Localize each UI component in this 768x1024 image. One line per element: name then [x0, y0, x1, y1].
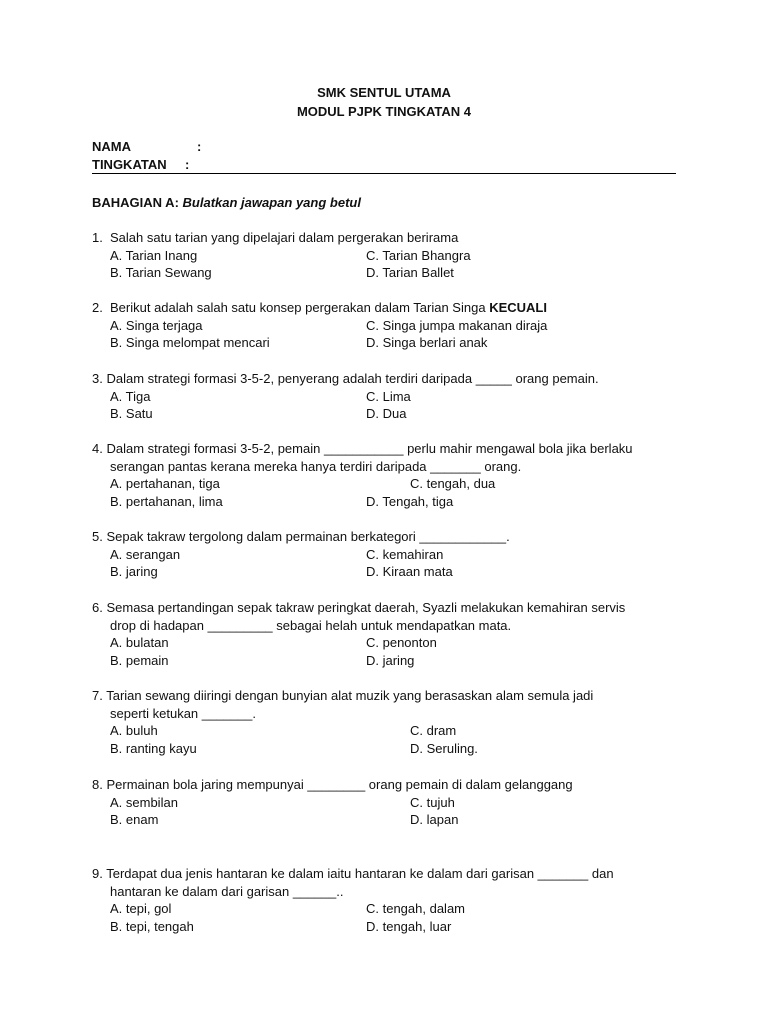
name-field-underline	[92, 173, 676, 174]
option-d: D. tengah, luar	[366, 918, 452, 934]
question-emphasis: KECUALI	[489, 300, 547, 315]
question-stem: Dalam strategi formasi 3-5-2, penyerang adalah terdiri daripada _____ orang pemain.	[106, 371, 599, 386]
question-stem: Semasa pertandingan sepak takraw peringkat daerah, Syazli melakukan kemahiran servis	[106, 600, 626, 615]
question-stem: Tarian sewang diiringi dengan bunyian alat muzik yang berasaskan alam semula jadi	[106, 688, 594, 703]
section-title: BAHAGIAN A:	[92, 195, 179, 210]
option-a: A. Tarian Inang	[110, 247, 198, 263]
question-6	[92, 599, 625, 669]
option-c: C. penonton	[366, 635, 437, 651]
option-c: C. Singa jumpa makanan diraja	[366, 317, 548, 333]
question-stem: Salah satu tarian yang dipelajari dalam pergerakan berirama	[110, 230, 459, 245]
question-3	[92, 370, 599, 423]
option-c: C. Lima	[366, 388, 411, 404]
question-8	[92, 776, 573, 829]
option-d: D. Singa berlari anak	[366, 335, 488, 351]
question-stem: Terdapat dua jenis hantaran ke dalam iaitu hantaran ke dalam dari garisan _______ dan	[106, 866, 614, 881]
option-a: A. tepi, gol	[110, 901, 172, 917]
option-b: B. Tarian Sewang	[110, 265, 212, 281]
option-b: B. pertahanan, lima	[110, 493, 223, 509]
option-d: D. Tengah, tiga	[366, 493, 454, 509]
nama-label: NAMA	[92, 139, 131, 154]
option-b: B. jaring	[110, 564, 158, 580]
option-a: A. pertahanan, tiga	[110, 476, 220, 492]
module-title: MODUL PJPK TINGKATAN 4	[296, 104, 472, 119]
option-c: C. tengah, dua	[410, 476, 496, 492]
question-stem-continued: serangan pantas kerana mereka hanya terdiri daripada _______ orang.	[110, 458, 522, 474]
question-stem: Permainan bola jaring mempunyai ________ orang pemain di dalam gelanggang	[106, 777, 573, 792]
question-number: 9.	[92, 866, 103, 881]
option-d: D. jaring	[366, 652, 415, 668]
option-d: D. Dua	[366, 406, 407, 422]
question-number: 7.	[92, 688, 103, 703]
section-instruction: Bulatkan jawapan yang betul	[182, 195, 361, 210]
option-b: B. enam	[110, 812, 159, 828]
option-b: B. Singa melompat mencari	[110, 335, 270, 351]
option-b: B. tepi, tengah	[110, 918, 194, 934]
question-7	[92, 687, 593, 757]
question-stem-continued: drop di hadapan _________ sebagai helah untuk mendapatkan mata.	[110, 617, 512, 633]
question-stem-continued: hantaran ke dalam dari garisan ______..	[110, 883, 344, 899]
option-d: D. Seruling.	[410, 740, 478, 756]
question-4	[92, 440, 633, 510]
option-a: A. bulatan	[110, 635, 169, 651]
option-d: D. Kiraan mata	[366, 564, 453, 580]
option-c: C. dram	[410, 723, 457, 739]
option-a: A. Singa terjaga	[110, 317, 203, 333]
question-number: 4.	[92, 441, 103, 456]
option-a: A. serangan	[110, 546, 181, 562]
option-c: C. Tarian Bhangra	[366, 247, 471, 263]
question-number: 6.	[92, 600, 103, 615]
question-number: 8.	[92, 777, 103, 792]
question-number: 2.	[92, 300, 103, 315]
option-c: C. tujuh	[410, 794, 455, 810]
option-a: A. buluh	[110, 723, 158, 739]
option-b: B. Satu	[110, 406, 153, 422]
tingkatan-colon: :	[185, 157, 190, 172]
option-c: C. kemahiran	[366, 546, 444, 562]
option-d: D. Tarian Ballet	[366, 265, 454, 281]
section-heading	[92, 195, 361, 210]
option-d: D. lapan	[410, 812, 459, 828]
nama-colon: :	[197, 139, 202, 154]
question-stem: Berikut adalah salah satu konsep pergerakan dalam Tarian Singa	[110, 300, 486, 315]
question-number: 1.	[92, 230, 103, 245]
tingkatan-label: TINGKATAN	[92, 157, 167, 172]
question-2	[92, 299, 547, 352]
option-c: C. tengah, dalam	[366, 901, 466, 917]
option-b: B. ranting kayu	[110, 740, 197, 756]
question-number: 3.	[92, 371, 103, 386]
question-9	[92, 865, 614, 935]
question-stem-continued: seperti ketukan _______.	[110, 705, 256, 721]
option-b: B. pemain	[110, 652, 169, 668]
option-a: A. Tiga	[110, 388, 151, 404]
option-a: A. sembilan	[110, 794, 178, 810]
question-1	[92, 229, 471, 282]
question-stem: Dalam strategi formasi 3-5-2, pemain ___________ perlu mahir mengawal bola jika berlaku	[106, 441, 633, 456]
question-stem: Sepak takraw tergolong dalam permainan berkategori ____________.	[106, 529, 510, 544]
question-number: 5.	[92, 529, 103, 544]
school-name: SMK SENTUL UTAMA	[317, 85, 451, 100]
question-5	[92, 528, 510, 581]
